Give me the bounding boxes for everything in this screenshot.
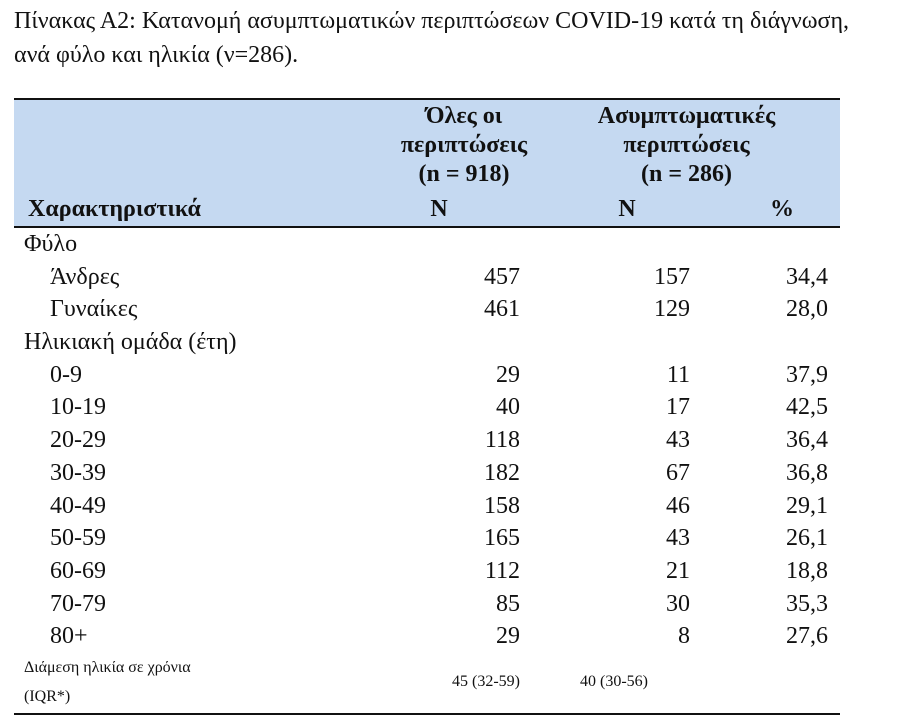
header-all-cases-line1: Όλες οι bbox=[425, 103, 503, 129]
row-label: 20-29 bbox=[50, 427, 106, 454]
median-age-all: 45 (32-59) bbox=[452, 672, 520, 690]
cell-all-cases: 461 bbox=[484, 296, 520, 323]
data-table bbox=[14, 98, 840, 715]
row-label: Άνδρες bbox=[50, 263, 120, 290]
median-age-label bbox=[24, 653, 354, 711]
cell-asymptomatic-percent: 26,1 bbox=[786, 525, 828, 552]
header-all-cases bbox=[344, 102, 584, 189]
cell-asymptomatic-percent: 34,4 bbox=[786, 263, 828, 290]
table-header bbox=[14, 98, 840, 228]
cell-all-cases: 158 bbox=[484, 492, 520, 519]
cell-all-cases: 29 bbox=[496, 623, 520, 650]
table-row bbox=[14, 490, 840, 523]
cell-all-cases: 165 bbox=[484, 525, 520, 552]
row-label: Ηλικιακή ομάδα (έτη) bbox=[24, 329, 237, 356]
table-row bbox=[14, 588, 840, 621]
table-row bbox=[14, 424, 840, 457]
header-n-asymptomatic: N bbox=[618, 196, 636, 222]
cell-all-cases: 29 bbox=[496, 361, 520, 388]
header-n-all: N bbox=[430, 196, 448, 222]
cell-asymptomatic-n: 21 bbox=[666, 557, 690, 584]
cell-all-cases: 112 bbox=[484, 557, 520, 584]
median-age-label-line2: (IQR*) bbox=[24, 687, 71, 705]
table-row bbox=[14, 620, 840, 653]
cell-asymptomatic-n: 11 bbox=[666, 361, 690, 388]
cell-asymptomatic-n: 30 bbox=[666, 590, 690, 617]
table-row bbox=[14, 293, 840, 326]
cell-asymptomatic-percent: 36,8 bbox=[786, 459, 828, 486]
table-row bbox=[14, 522, 840, 555]
table-row bbox=[14, 391, 840, 424]
header-characteristics: Χαρακτηριστικά bbox=[28, 196, 201, 222]
cell-all-cases: 182 bbox=[484, 459, 520, 486]
cell-all-cases: 40 bbox=[496, 394, 520, 421]
row-label: Φύλο bbox=[24, 231, 78, 257]
table-row bbox=[14, 359, 840, 392]
cell-asymptomatic-n: 129 bbox=[654, 296, 690, 323]
header-asymptomatic-line2: περιπτώσεις bbox=[623, 132, 750, 158]
header-all-cases-line3: (n = 918) bbox=[418, 161, 510, 187]
median-age-label-line1: Διάμεση ηλικία σε χρόνια bbox=[24, 658, 191, 676]
cell-asymptomatic-n: 43 bbox=[666, 427, 690, 454]
cell-asymptomatic-n: 157 bbox=[654, 263, 690, 290]
header-all-cases-line2: περιπτώσεις bbox=[400, 132, 528, 158]
row-label: 40-49 bbox=[50, 492, 106, 519]
row-label: 10-19 bbox=[50, 394, 106, 421]
cell-asymptomatic-n: 17 bbox=[666, 394, 690, 421]
cell-asymptomatic-n: 8 bbox=[678, 623, 690, 650]
cell-asymptomatic-percent: 27,6 bbox=[786, 623, 828, 650]
row-label: 60-69 bbox=[50, 557, 106, 584]
table-row bbox=[14, 326, 840, 359]
row-label: 50-59 bbox=[50, 525, 106, 552]
header-asymptomatic-line3: (n = 286) bbox=[640, 161, 732, 187]
row-label: 30-39 bbox=[50, 459, 106, 486]
table-row bbox=[14, 228, 840, 261]
cell-asymptomatic-percent: 42,5 bbox=[786, 394, 828, 421]
cell-asymptomatic-percent: 28,0 bbox=[786, 296, 828, 323]
cell-all-cases: 118 bbox=[484, 427, 520, 454]
row-label: 80+ bbox=[50, 623, 88, 650]
median-age-asymptomatic: 40 (30-56) bbox=[580, 672, 648, 690]
row-label: 70-79 bbox=[50, 590, 106, 617]
row-label: Γυναίκες bbox=[50, 296, 138, 323]
table-row bbox=[14, 457, 840, 490]
cell-asymptomatic-n: 67 bbox=[666, 459, 690, 486]
cell-asymptomatic-percent: 37,9 bbox=[786, 361, 828, 388]
cell-all-cases: 85 bbox=[496, 590, 520, 617]
header-percent: % bbox=[770, 196, 794, 222]
row-label: 0-9 bbox=[50, 361, 82, 388]
table-row bbox=[14, 261, 840, 294]
table-caption: Πίνακας Α2: Κατανομή ασυμπτωματικών περιπτώσεων COVID-19 κατά τη διάγνωση, ανά φύλο και ηλικία (ν=286). bbox=[14, 8, 850, 68]
table-row-median-age bbox=[14, 653, 840, 715]
table-body bbox=[14, 228, 840, 653]
cell-asymptomatic-n: 46 bbox=[666, 492, 690, 519]
cell-asymptomatic-percent: 35,3 bbox=[786, 590, 828, 617]
cell-asymptomatic-percent: 18,8 bbox=[786, 557, 828, 584]
header-asymptomatic-line1: Ασυμπτωματικές bbox=[597, 103, 776, 129]
cell-all-cases: 457 bbox=[484, 263, 520, 290]
cell-asymptomatic-n: 43 bbox=[666, 525, 690, 552]
header-asymptomatic-cases bbox=[569, 102, 804, 189]
cell-asymptomatic-percent: 29,1 bbox=[786, 492, 828, 519]
cell-asymptomatic-percent: 36,4 bbox=[786, 427, 828, 454]
table-row bbox=[14, 555, 840, 588]
